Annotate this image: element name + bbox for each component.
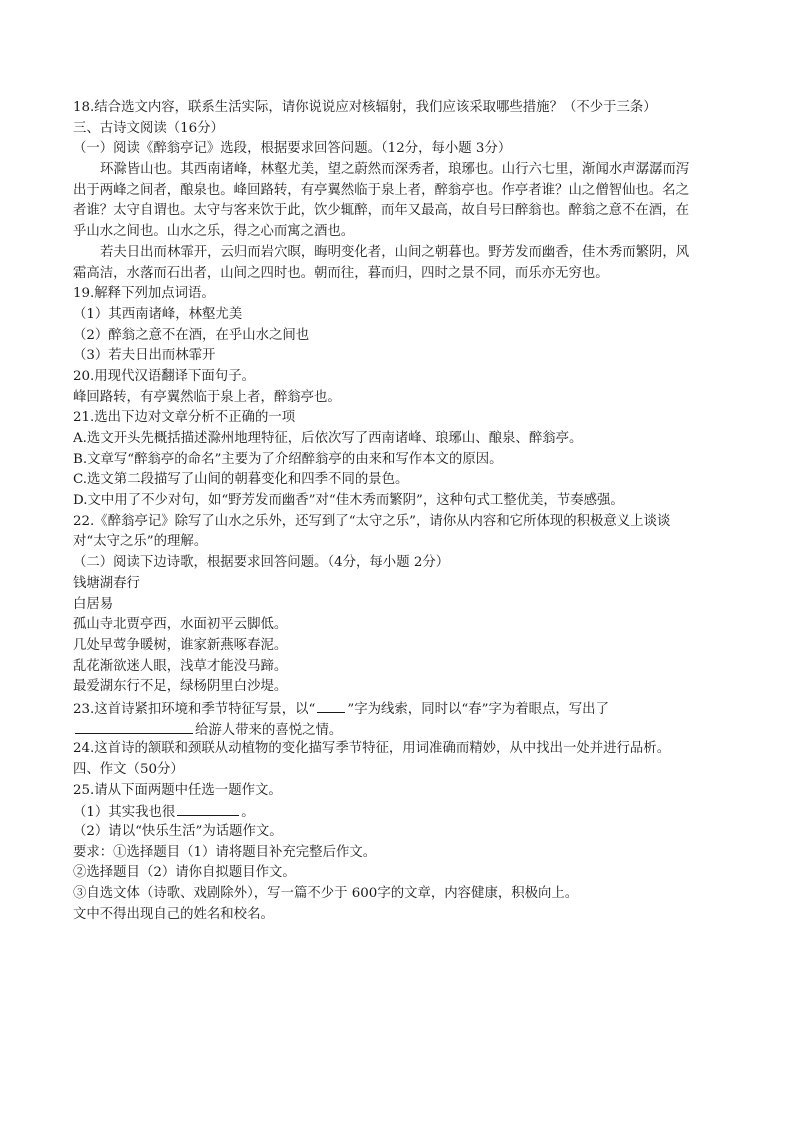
poem-title: 钱塘湖春行 [73, 575, 140, 591]
poem-line: 孤山寺北贾亭西，水面初平云脚低。 [73, 617, 288, 633]
poem-line: 最爱湖东行不足，绿杨阴里白沙堤。 [73, 679, 288, 695]
requirement-line: 文中不得出现自己的姓名和校名。 [73, 906, 274, 922]
question-23 [73, 698, 723, 719]
question-19-item: （1）其西南诸峰，林壑尤美 [73, 306, 243, 322]
question-25-item-1-end: 。 [241, 805, 255, 821]
question-25-item-2: （2）请以“快乐生活”为话题作文。 [73, 824, 283, 840]
question-21-option-a: A.选文开头先概括描述滁州地理特征，后依次写了西南诸峰、琅琊山、酿泉、醉翁亭。 [73, 431, 583, 446]
question-19-item: （2）醉翁之意不在酒，在乎山水之间也 [73, 327, 310, 343]
part-1-heading: （一）阅读《醉翁亭记》选段，根据要求回答问题。（12分，每小题 3分） [73, 141, 512, 157]
question-21-option-c: C.选文第二段描写了山间的朝暮变化和四季不同的景色。 [73, 472, 409, 488]
section-4-heading: 四、作文（50分） [73, 762, 184, 777]
requirement-line: 要求：①选择题目（1）请将题目补充完整后作文。 [73, 844, 377, 860]
answer-blank[interactable] [75, 719, 193, 734]
question-21-option-d: D.文中用了不少对句，如“野芳发而幽香”对“佳木秀而繁阴”，这种句式工整优美，节奏感强。 [73, 493, 624, 509]
question-23-cont [73, 719, 723, 740]
question-22: 22.《醉翁亭记》除写了山水之乐外，还写到了“太守之乐”，请你从内容和它所体现的积极意义上谈谈 [73, 513, 671, 529]
question-23-text-a: 23.这首诗紧扣环境和季节特征写景，以“ [73, 701, 316, 717]
question-19-item: （3）若夫日出而林霏开 [73, 348, 216, 364]
question-21: 21.选出下边对文章分析不正确的一项 [73, 410, 296, 426]
page-content [73, 98, 723, 926]
passage-line: 环滁皆山也。其西南诸峰，林壑尤美，望之蔚然而深秀者，琅琊也。山行六七里，渐闻水声潺潺而泻 [100, 162, 690, 178]
passage-line: 者谁？太守自谓也。太守与客来饮于此，饮少辄醉，而年又最高，故自号曰醉翁也。醉翁之意不在酒，在 [73, 203, 689, 219]
requirement-line: ②选择题目（2）请你自拟题目作文。 [73, 865, 296, 881]
passage-line: 出于两峰之间者，酿泉也。峰回路转，有亭翼然临于泉上者，醉翁亭也。作亭者谁？山之僧智仙也。名之 [73, 182, 689, 198]
question-22-cont: 对“太守之乐”的理解。 [73, 534, 208, 550]
question-20: 20.用现代汉语翻译下面句子。 [73, 368, 255, 384]
answer-blank[interactable] [177, 801, 239, 816]
poem-author: 白居易 [73, 596, 114, 612]
question-23-text-b: ”字为线索，同时以“春”字为着眼点，写出了 [347, 701, 609, 717]
question-21-option-b: B.文章写“醉翁亭的命名”主要为了介绍醉翁亭的由来和写作本文的原因。 [73, 451, 503, 467]
question-18: 18.结合选文内容，联系生活实际，请你说说应对核辐射，我们应该采取哪些措施？（不少于三条） [73, 100, 657, 115]
poem-line: 几处早莺争暖树，谁家新燕啄春泥。 [73, 637, 288, 653]
section-3-heading: 三、古诗文阅读（16分） [73, 120, 224, 136]
question-24: 24.这首诗的颔联和颈联从动植物的变化描写季节特征，用词准确而精妙，从中找出一处并进行品析。 [73, 741, 671, 757]
question-19: 19.解释下列加点词语。 [73, 286, 215, 302]
part-2-heading: （二）阅读下边诗歌，根据要求回答问题。（4分，每小题 2分） [73, 555, 450, 571]
passage-line: 若夫日出而林霏开，云归而岩穴暝，晦明变化者，山间之朝暮也。野芳发而幽香，佳木秀而繁阴，风 [100, 244, 690, 260]
passage-line: 乎山水之间也。山水之乐，得之心而寓之酒也。 [73, 224, 355, 240]
question-25-item-1-text: （1）其实我也很 [73, 805, 176, 821]
passage-line: 霜高洁，水落而石出者，山间之四时也。朝而往，暮而归，四时之景不同，而乐亦无穷也。 [73, 265, 609, 281]
requirement-line: ③自选文体（诗歌、戏剧除外），写一篇不少于 600字的文章，内容健康，积极向上。 [73, 886, 579, 902]
poem-line: 乱花渐欲迷人眼，浅草才能没马蹄。 [73, 658, 288, 674]
question-25: 25.请从下面两题中任选一题作文。 [73, 782, 282, 798]
answer-blank[interactable] [317, 698, 345, 713]
question-20-sentence: 峰回路转，有亭翼然临于泉上者，醉翁亭也。 [73, 389, 341, 405]
question-23-text-c: 给游人带来的喜悦之情。 [195, 722, 343, 738]
question-25-item-1 [73, 801, 723, 822]
